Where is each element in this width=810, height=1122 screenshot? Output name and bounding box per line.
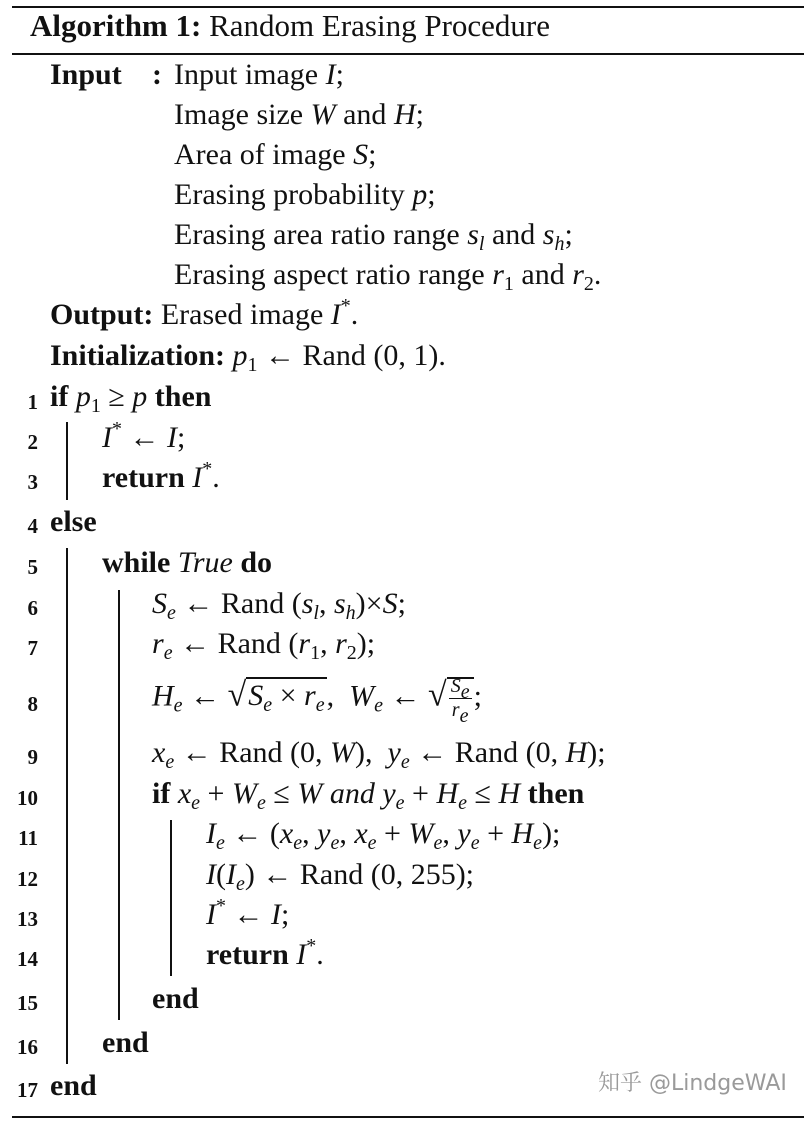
watermark: 知乎 @LindgeWAI — [598, 1071, 787, 1096]
code-line-17: end — [50, 1069, 97, 1102]
line-number-9: 9 — [27, 745, 38, 769]
bottom-rule — [12, 1116, 804, 1118]
line-number-8: 8 — [27, 692, 38, 716]
code-line-11: $I_e$ ← ($x_e$, $y_e$, $x_e + W_e$, $y_e + H_e$); — [206, 817, 561, 854]
line-number-11: 11 — [18, 826, 38, 850]
input-label: Input — [50, 58, 122, 91]
algorithm-title — [30, 8, 550, 44]
header-rule — [12, 53, 804, 55]
line-number-15: 15 — [17, 991, 38, 1015]
line-number-17: 17 — [17, 1078, 38, 1102]
code-line-16: end — [102, 1026, 149, 1059]
code-line-10: if $x_e + W_e \le W$ and $y_e + H_e \le H$ then — [152, 777, 585, 814]
code-line-14: return I*. — [206, 935, 324, 971]
if-block-bar — [66, 422, 68, 500]
code-line-6: $S_e$ ← Rand ($s_l$, $s_h)\times S$; — [152, 587, 406, 624]
line-number-7: 7 — [27, 636, 38, 660]
code-line-1: if $p_1 \ge p$ then — [50, 380, 212, 417]
code-line-9: $x_e$ ← Rand (0, W), $y_e$ ← Rand (0, H); — [152, 736, 606, 773]
line-number-1: 1 — [27, 390, 38, 414]
code-line-13: I* ← I; — [206, 895, 290, 931]
line-number-5: 5 — [27, 555, 38, 579]
init-line: Initialization: $p_1$ ← Rand (0, 1). — [50, 339, 446, 376]
code-line-15: end — [152, 982, 199, 1015]
input-item-3: Area of image S; — [174, 138, 377, 171]
while-block-bar — [118, 590, 120, 1020]
inner-if-block-bar — [170, 820, 172, 976]
input-item-1: Input image I; — [174, 58, 344, 91]
input-colon-line — [152, 58, 162, 92]
line-number-10: 10 — [17, 786, 38, 810]
code-line-2: I* ← I; — [102, 418, 186, 454]
code-line-5: while True do — [102, 546, 273, 579]
line-number-14: 14 — [17, 947, 38, 971]
line-number-16: 16 — [17, 1035, 38, 1059]
code-line-8: $H_e$ ← $√S_e \times r_e$, $W_e$ ← √ $\frac{S_e}{r_e}$ ; — [152, 675, 482, 727]
algorithm-name: Random Erasing Procedure — [209, 8, 551, 43]
else-block-bar — [66, 548, 68, 1064]
output-line: Output: Erased image I*. — [50, 295, 359, 331]
input-colon: : — [152, 58, 162, 91]
input-item-6: Erasing aspect ratio range $r_1$ and $r_2$. — [174, 258, 602, 295]
init-label: Initialization: — [50, 339, 226, 372]
line-number-4: 4 — [27, 514, 38, 538]
code-line-3: return I*. — [102, 458, 220, 494]
line-number-3: 3 — [27, 470, 38, 494]
line-number-6: 6 — [27, 596, 38, 620]
code-line-7: $r_e$ ← Rand ($r_1$, $r_2$); — [152, 627, 376, 664]
line-number-2: 2 — [27, 430, 38, 454]
line-number-12: 12 — [17, 867, 38, 891]
code-line-4: else — [50, 505, 97, 538]
output-label: Output: — [50, 298, 154, 331]
code-line-12: $I(I_e)$ ← Rand (0, 255); — [206, 858, 475, 895]
input-item-2: Image size W and H; — [174, 98, 424, 131]
input-item-5: Erasing area ratio range $s_l$ and $s_h$; — [174, 218, 573, 255]
algorithm-label: Algorithm 1: — [30, 8, 202, 43]
input-item-4: Erasing probability p; — [174, 178, 436, 211]
input-label-line — [50, 58, 122, 92]
line-number-13: 13 — [17, 907, 38, 931]
